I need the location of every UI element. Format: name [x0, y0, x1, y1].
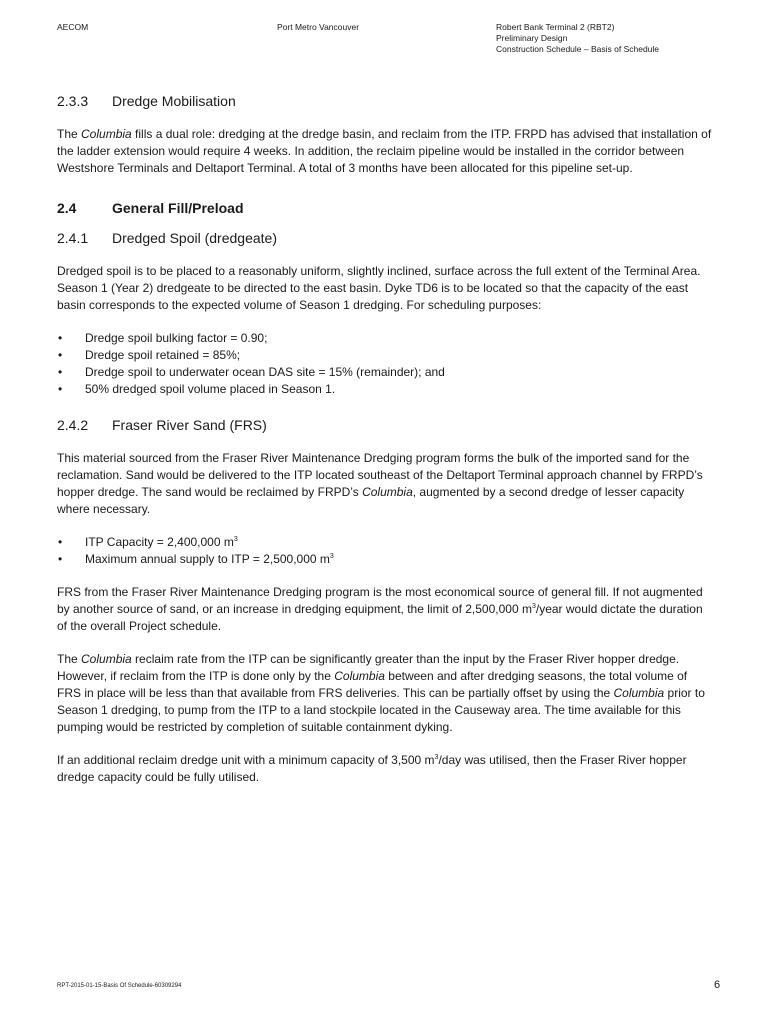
list-item: • 50% dredged spoil volume placed in Season 1.	[58, 382, 336, 396]
heading-2-4	[57, 199, 712, 217]
footer-document-id: RPT-2015-01-15-Basis Of Schedule-60309294	[57, 983, 182, 989]
vessel-name: Columbia	[81, 652, 132, 666]
bullet-icon: •	[58, 535, 63, 549]
paragraph-frs-economics: FRS from the Fraser River Maintenance Dredging program is the most economical source of general fill. If not augmented by another source of sand, or an increase in dredging equipment, the limit of 2,500,000 $m^3$/year would dictate the duration of the overall Project schedule.	[57, 585, 703, 633]
vessel-name: Columbia	[81, 127, 132, 141]
list-item: • Maximum annual supply to ITP = 2,500,000 $m^3$	[58, 552, 334, 566]
paragraph-frs-source: This material sourced from the Fraser River Maintenance Dredging program forms the bulk of the imported sand for the reclamation. Sand would be delivered to the ITP located southeast of the Deltaport Terminal approach channel by FRPD’s hopper dredge. The sand would be reclaimed by FRPD’s Columbia, augmented by a second dredge of lesser capacity where necessary.	[57, 451, 703, 516]
list-item: • ITP Capacity = 2,400,000 $m^3$	[58, 535, 238, 549]
section-number: 2.3.3	[57, 93, 89, 109]
section-title: Dredged Spoil (dredgeate)	[112, 230, 277, 246]
paragraph-reclaim-rate: The Columbia reclaim rate from the ITP can be significantly greater than the input by the Fraser River hopper dredge. However, if reclaim from the ITP is done only by the Columbia between and after dredging seasons, the total volume of FRS in place will be less than that available from FRS deliveries. This can be partially offset by using the Columbia prior to Season 1 dredging, to pump from the ITP to a land stockpile located in the Causeway area. The time available for this pumping would be restricted by completion of suitable containment dyking.	[57, 652, 705, 734]
header-client: Port Metro Vancouver	[277, 22, 360, 32]
list-dredge-spoil-assumptions	[57, 330, 712, 398]
paragraph-dredge-mobilisation: The Columbia fills a dual role: dredging at the dredge basin, and reclaim from the ITP. FRPD has advised that installation of the ladder extension would require 4 weeks. In addition, the reclaim pipeline would be installed in the corridor between Westshore Terminals and Deltaport Terminal. A total of 3 months have been allocated for this pipeline set-up.	[57, 127, 712, 175]
heading-2-4-2	[57, 416, 712, 434]
bullet-icon: •	[58, 382, 63, 396]
list-itp-capacity	[57, 534, 712, 568]
section-number: 2.4.2	[57, 417, 89, 433]
section-number: 2.4	[57, 200, 77, 216]
bullet-icon: •	[58, 552, 63, 566]
section-title: Dredge Mobilisation	[112, 93, 236, 109]
list-item: • Dredge spoil bulking factor = 0.90;	[58, 331, 268, 345]
paragraph-dredged-spoil: Dredged spoil is to be placed to a reasonably uniform, slightly inclined, surface across the full extent of the Terminal Area. Season 1 (Year 2) dredgeate to be directed to the east basin. Dyke TD6 is to be located so that the capacity of the east basin corresponds to the expected volume of Season 1 dredging. For scheduling purposes:	[57, 264, 701, 312]
header-design-stage: Preliminary Design	[496, 33, 568, 43]
paragraph-additional-dredge: If an additional reclaim dredge unit with a minimum capacity of 3,500 $m^3$/day was utilised, then the Fraser River hopper dredge capacity could be fully utilised.	[57, 753, 687, 784]
page-number: 6	[714, 979, 721, 991]
header-company: AECOM	[57, 22, 89, 32]
bullet-icon: •	[58, 331, 63, 345]
header-project-info	[496, 22, 659, 55]
section-title: Fraser River Sand (FRS)	[112, 417, 267, 433]
list-item: • Dredge spoil to underwater ocean DAS site = 15% (remainder); and	[58, 365, 445, 379]
heading-2-3-3	[57, 92, 712, 110]
bullet-icon: •	[58, 348, 63, 362]
document-body	[57, 92, 712, 786]
list-item: • Dredge spoil retained = 85%;	[58, 348, 241, 362]
heading-2-4-1	[57, 229, 712, 247]
bullet-icon: •	[58, 365, 63, 379]
section-number: 2.4.1	[57, 230, 89, 246]
vessel-name: Columbia	[334, 669, 385, 683]
header-project-title: Robert Bank Terminal 2 (RBT2)	[496, 22, 615, 32]
vessel-name: Columbia	[613, 686, 665, 700]
header-document-title: Construction Schedule – Basis of Schedule	[496, 44, 660, 54]
section-title: General Fill/Preload	[112, 200, 244, 216]
vessel-name: Columbia	[362, 485, 413, 499]
